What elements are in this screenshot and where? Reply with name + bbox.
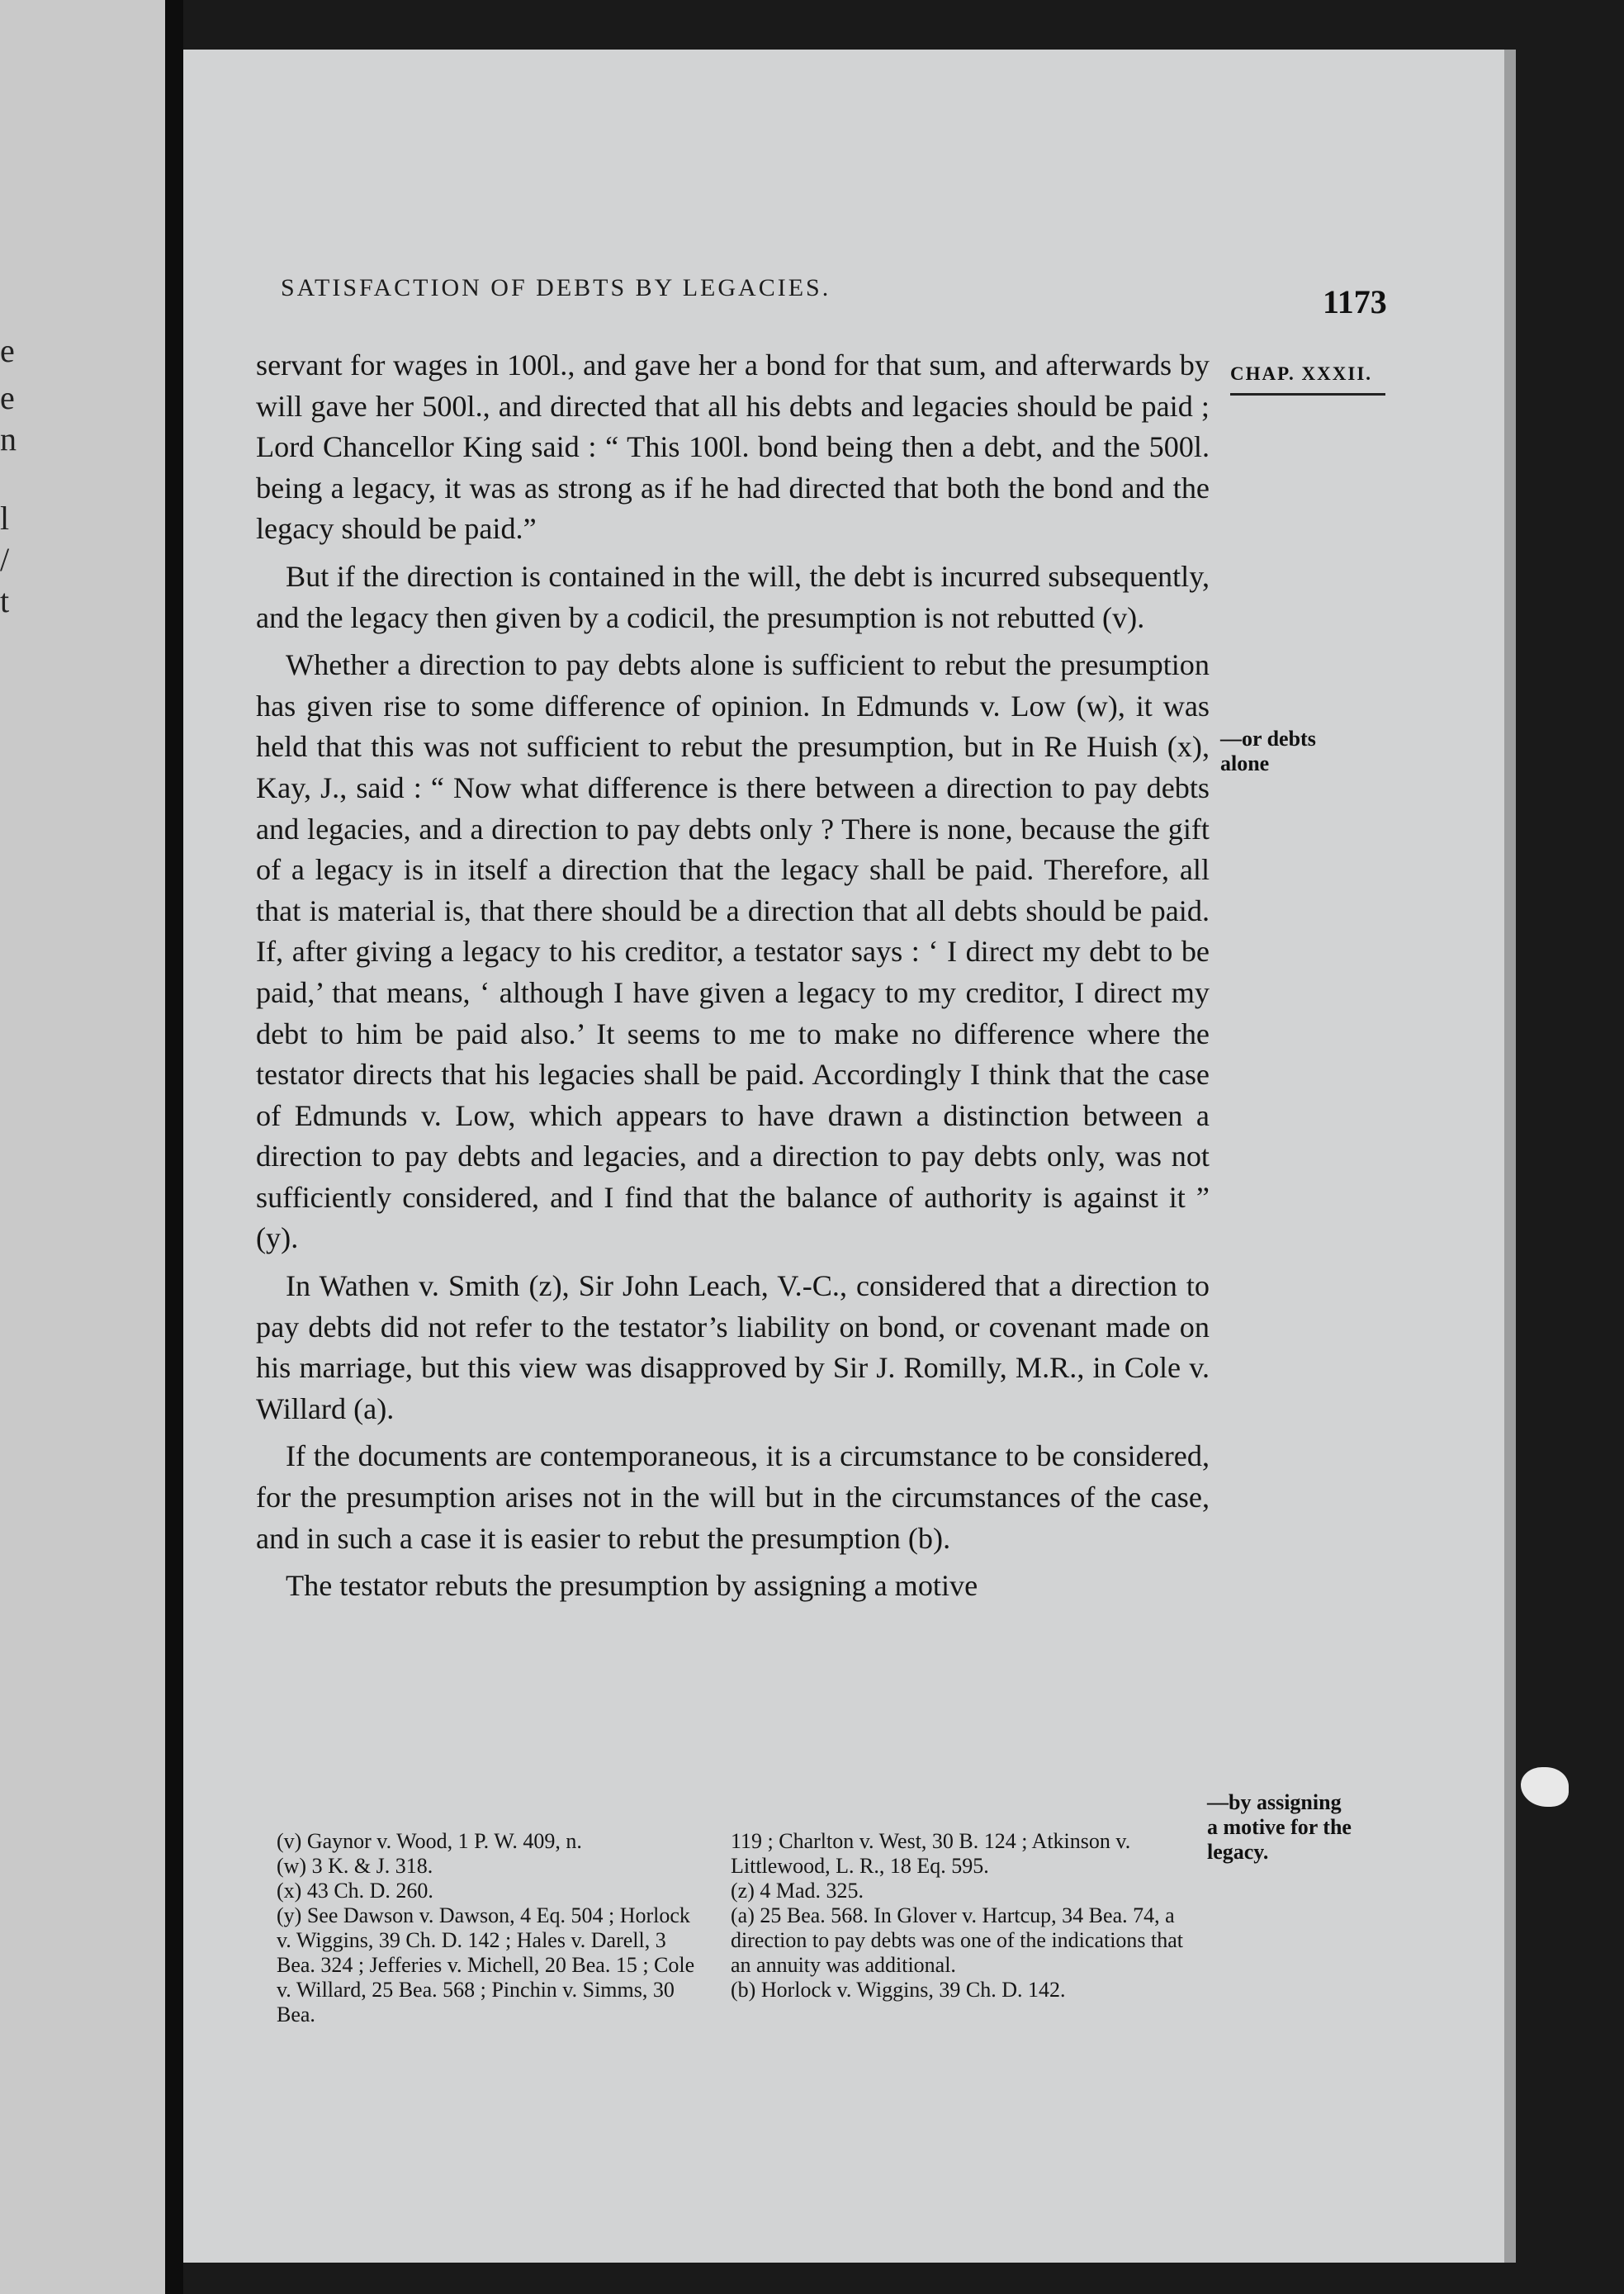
footnote: (b) Horlock v. Wiggins, 39 Ch. D. 142. [731,1978,1066,2002]
paragraph: In Wathen v. Smith (z), Sir John Leach, V.-C., considered that a direction to pay debts did not refer to the testator’s liability on bond, or covenant made on his marriage, but this view was disapproved by Sir J. Romilly, M.R., in Cole v. Willard (a). [256,1269,1210,1425]
facing-page-fragment: e [0,379,15,416]
paragraph: The testator rebuts the presumption by assigning a motive [286,1569,978,1603]
footnote: (x) 43 Ch. D. 260. [277,1879,433,1903]
footnotes-left-column [277,1829,698,2027]
paragraph: servant for wages in 100l., and gave her a bond for that sum, and afterwards by will gave her 500l., and directed that all his debts and legacies should be paid ; Lord Chancellor King said : “ This 100l. bond being then a debt, and the 500l. being a legacy, it was as strong as if he had directed that both the bond and the legacy should be paid.” [256,348,1210,546]
paragraph: Whether a direction to pay debts alone is sufficient to rebut the presumption has given rise to some difference of opinion. In Edmunds v. Low (w), it was held that this was not sufficient to rebut the presumption, but in Re Huish (x), Kay, J., said : “ Now what difference is there between a direction to pay debts and legacies, and a direction to pay debts only ? There is none, because the gift of a legacy is in itself a direction that the legacy shall be paid. Therefore, all that is material is, that there should be a direction that all debts should be paid. If, after giving a legacy to his creditor, a testator says : ‘ I direct my debt to be paid,’ that means, ‘ although I have given a legacy to my creditor, I direct my debt to him be paid also.’ It seems to me to make no difference where the testator directs that his legacies shall be paid. Accordingly I think that the case of Edmunds v. Low, which appears to have drawn a distinction between a direction to pay debts and legacies, and a direction to pay debts only, was not sufficiently considered, and I find that the balance of authority is against it ” (y). [256,648,1210,1255]
footnote: (z) 4 Mad. 325. [731,1879,864,1903]
footnote: (a) 25 Bea. 568. In Glover v. Hartcup, 34 Bea. 74, a direction to pay debts was one of the indications that an annuity was additional. [731,1903,1184,1977]
page-number: 1173 [1323,283,1387,320]
footnote: (y) See Dawson v. Dawson, 4 Eq. 504 ; Horlock v. Wiggins, 39 Ch. D. 142 ; Hales v. Darell, 3 Bea. 324 ; Jefferies v. Michell, 20 Bea. 15 ; Cole v. Willard, 25 Bea. 568 ; Pinchin v. Simms, 30 Bea. [277,1903,695,2026]
facing-page-edge [0,0,165,2294]
footnote: (w) 3 K. & J. 318. [277,1854,433,1878]
body-text [256,345,1210,1614]
marginal-note-motive: —by assigning a motive for the legacy. [1207,1790,1352,1864]
footnotes-right-column [731,1829,1193,2003]
facing-page-fragment: l [0,500,10,537]
facing-page-fragment: t [0,582,10,619]
paragraph: But if the direction is contained in the will, the debt is incurred subsequently, and the legacy then given by a codicil, the presumption is not rebutted (v). [256,559,1210,634]
footnote: (v) Gaynor v. Wood, 1 P. W. 409, n. [277,1829,582,1853]
running-title: SATISFACTION OF DEBTS BY LEGACIES. [281,274,831,301]
facing-page-fragment: e [0,332,15,369]
facing-page-fragment: / [0,541,10,578]
page-edge-shadow [1504,50,1516,2263]
book-gutter [165,0,183,2294]
paragraph: If the documents are contemporaneous, it is a circumstance to be considered, for the presumption arises not in the will but in the circumstances of the case, and in such a case it is easier to rebut the presumption (b). [256,1439,1210,1555]
marginal-note-or-debts: —or debts alone [1220,727,1316,775]
chapter-marginal-heading: CHAP. XXXII. [1230,363,1385,396]
facing-page-fragment: n [0,420,17,457]
paper-blemish [1521,1767,1569,1807]
footnote: 119 ; Charlton v. West, 30 B. 124 ; Atkinson v. Littlewood, L. R., 18 Eq. 595. [731,1829,1131,1878]
